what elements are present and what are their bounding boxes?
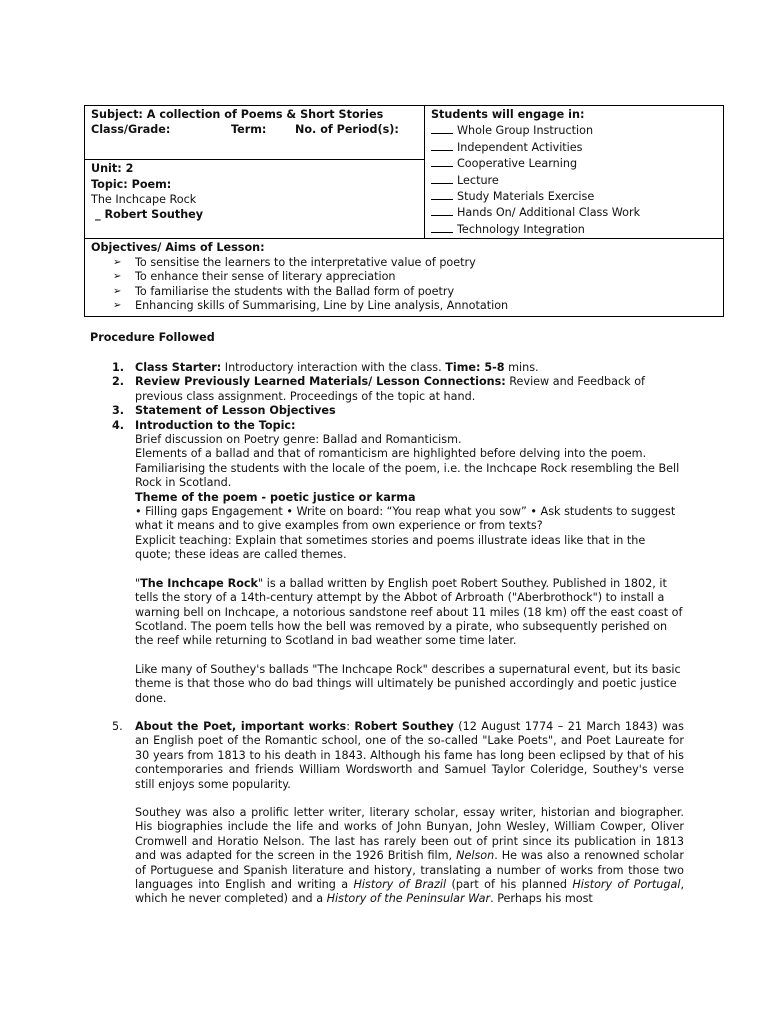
arrow-bullet-icon: ➢ (113, 300, 122, 312)
subject-cell (85, 106, 425, 160)
objectives-title: Objectives/ Aims of Lesson: (91, 241, 265, 255)
arrow-bullet-icon: ➢ (113, 285, 122, 297)
periods-label: No. of Period(s): (295, 123, 399, 137)
term-label: Term: (231, 123, 267, 137)
procedure-title: Procedure Followed (90, 331, 215, 344)
objective-item: ➢ To enhance their sense of literary appreciation (113, 270, 396, 284)
arrow-bullet-icon: ➢ (113, 271, 122, 283)
step-5: 5. About the Poet, important works: Robert Southey (12 August 1774 – 21 March 1843) was an English poet of the Romantic school, one of the so-called "Lake Poets", and Poet Laureate for 30 years from 1813 to his death in 1843. Although his fame has long been eclipsed by that of his contemporaries and friends William Wordsworth and Samuel Taylor Coleridge, Southey's verse still enjoys some popularity. Southey was also a prolific letter writer, literary scholar, essay writer, historian and biographer. His biographies include the life and works of John Bunyan, John Wesley, William Cowper, Oliver Cromwell and Horatio Nelson. The last has rarely been out of print since its publication in 1813 and was adapted for the screen in the 1926 British film, Nelson. He was also a renowned scholar of Portuguese and Spanish literature and history, translating a number of works from those two languages into English and writing a History of Brazil (part of his planned History of Portugal, which he never completed) and a History of the Peninsular War. Perhaps his most (112, 719, 685, 906)
engage-cell (425, 106, 724, 239)
engage-item: Independent Activities (431, 139, 717, 155)
engage-item: Whole Group Instruction (431, 122, 717, 138)
engage-item: Technology Integration (431, 221, 717, 237)
objective-item: ➢ Enhancing skills of Summarising, Line by Line analysis, Annotation (113, 299, 509, 313)
step-2: 2. Review Previously Learned Materials/ Lesson Connections: Review and Feedback of previous class assignment. Proceedings of the topic at hand. (112, 375, 645, 403)
engage-item: Lecture (431, 172, 717, 188)
procedure-steps (90, 361, 684, 907)
class-term-periods-line (91, 122, 418, 137)
step-4: 4. Introduction to the Topic: Brief discussion on Poetry genre: Ballad and Romanticism. Elements of a ballad and that of romanticism are highlighted before delving into the poem. Familiarising the students with the locale of the poem, i.e. the Inchcape Rock resembling the Bell Rock in Scotland. Theme of the poem - poetic justice or karma • Filling gaps Engagement • Write on board: “You reap what you sow” • Ask students to suggest what it means and to give examples from own experience or from texts? Explicit teaching: Explain that sometimes stories and poems illustrate ideas like that in the quote; these ideas are called themes. "The Inchcape Rock" is a ballad written by English poet Robert Southey. Published in 1802, it tells the story of a 14th-century attempt by the Abbot of Arbroath ("Aberbrothock") to install a warning bell on Inchcape, a notorious sandstone reef about 11 miles (18 km) off the east coast of Scotland. The poem tells how the bell was removed by a pirate, who subsequently perished on the reef while returning to Scotland in bad weather some time later. Like many of Southey's ballads "The Inchcape Rock" describes a supernatural event, but its basic theme is that those who do bad things will ultimately be punished accordingly and poetic justice done. (112, 418, 683, 705)
objectives-cell (85, 239, 724, 317)
inchcape-paragraph: "The Inchcape Rock" is a ballad written by English poet Robert Southey. Published in 1802, it tells the story of a 14th-century attempt by the Abbot of Arbroath ("Aberbrothock") to install a warning bell on Inchcape, a notorious sandstone reef about 11 miles (18 km) off the east coast of Scotland. The poem tells how the bell was removed by a pirate, who subsequently perished on the reef while returning to Scotland in bad weather some time later. (135, 576, 683, 648)
poet-line: _ Robert Southey (95, 208, 204, 222)
unit-label: Unit: 2 (91, 162, 134, 176)
class-grade-label: Class/Grade: (91, 123, 171, 137)
arrow-bullet-icon: ➢ (113, 256, 122, 268)
southey-biography-paragraph: Southey was also a prolific letter writer, literary scholar, essay writer, historian and biographer. His biographies include the life and works of John Bunyan, John Wesley, William Cowper, Oliver Cromwell and Horatio Nelson. The last has rarely been out of print since its publication in 1813 and was adapted for the screen in the 1926 British film, Nelson. He was also a renowned scholar of Portuguese and Spanish literature and history, translating a number of works from those two languages into English and writing a History of Brazil (part of his planned History of Portugal, which he never completed) and a History of the Peninsular War. Perhaps his most (135, 805, 685, 906)
poet-name: Robert Southey (104, 208, 204, 222)
engage-title: Students will engage in: (431, 108, 585, 121)
objective-item: ➢ To sensitise the learners to the interpretative value of poetry (113, 255, 476, 269)
step-3: 3. Statement of Lesson Objectives (112, 404, 336, 418)
objective-item: ➢ To familiarise the students with the Ballad form of poetry (113, 284, 455, 298)
topic-label: Topic: Poem: (91, 177, 172, 191)
step-1: 1. Class Starter: Introductory interaction with the class. Time: 5-8 mins. (112, 361, 539, 374)
engage-item: Study Materials Exercise (431, 188, 717, 204)
engage-item: Cooperative Learning (431, 155, 717, 171)
procedure-section (90, 330, 684, 907)
engage-item: Hands On/ Additional Class Work (431, 204, 717, 220)
objectives-list (91, 256, 717, 314)
unit-topic-cell (85, 160, 425, 239)
theme-heading: Theme of the poem - poetic justice or karma (135, 490, 416, 504)
subject-line: Subject: A collection of Poems & Short Stories (91, 108, 384, 121)
lesson-plan-table (84, 105, 724, 317)
poem-title: The Inchcape Rock (91, 193, 197, 207)
